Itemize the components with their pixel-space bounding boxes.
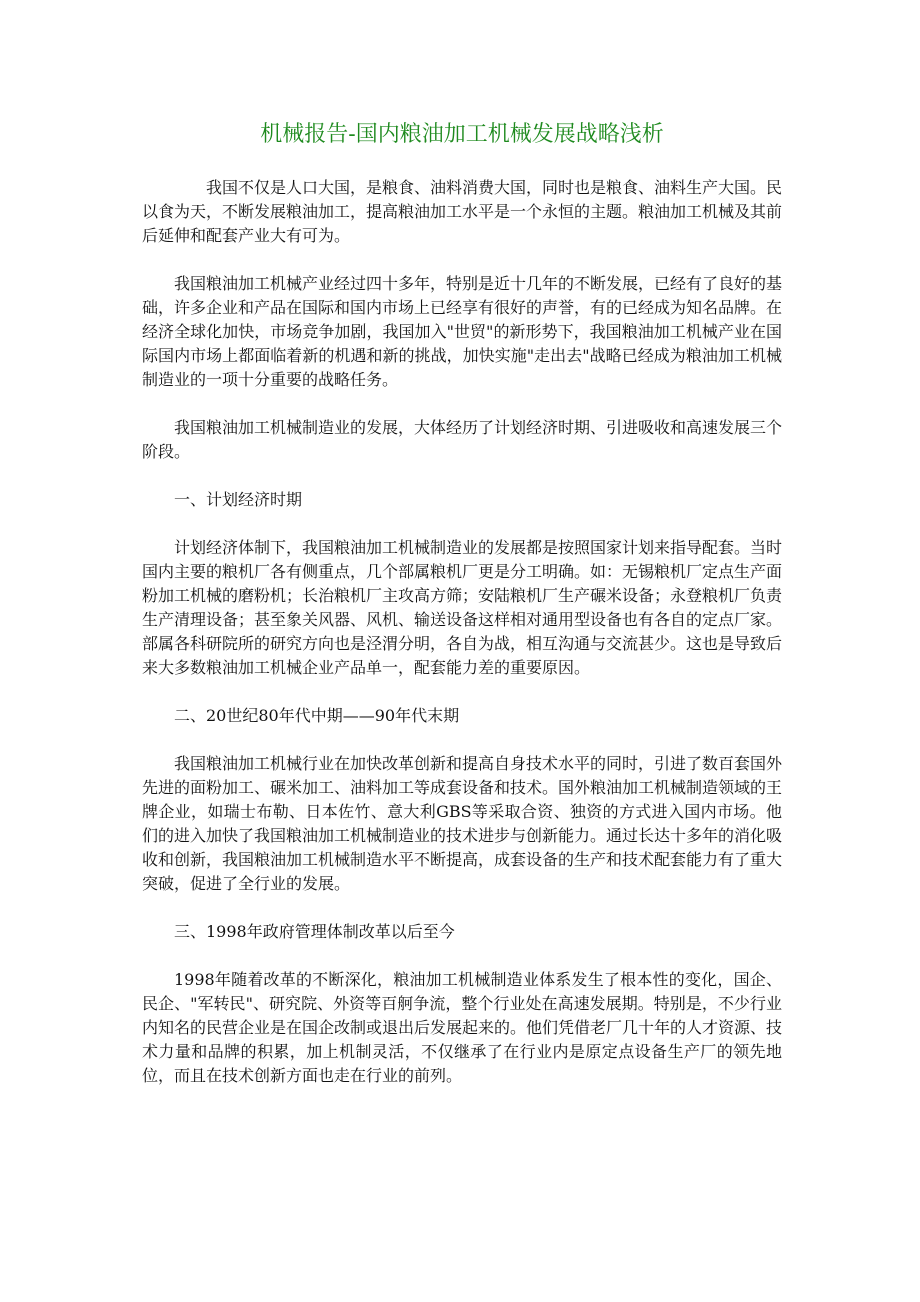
document-page bbox=[142, 118, 782, 1112]
section-heading-1998-reform: 三、1998年政府管理体制改革以后至今 bbox=[174, 922, 455, 941]
paragraph-planned-economy: 计划经济体制下，我国粮油加工机械制造业的发展都是按照国家计划来指导配套。当时国内主要的粮机厂各有侧重点，几个部属粮机厂更是分工明确。如：无锡粮机厂定点生产面粉加工机械的磨粉机；长治粮机厂主攻高方筛；安陆粮机厂生产碾米设备；永登粮机厂负责生产清理设备；甚至象关风器、风机、输送设备这样相对通用型设备也有各自的定点厂家。部属各科研院所的研究方向也是泾渭分明，各自为战，相互沟通与交流甚少。这也是导致后来大多数粮油加工机械企业产品单一，配套能力差的重要原因。 bbox=[142, 538, 783, 677]
section-heading-planned-economy: 一、计划经济时期 bbox=[174, 490, 303, 509]
paragraph-1998-reform: 1998年随着改革的不断深化，粮油加工机械制造业体系发生了根本性的变化，国企、民企、"军转民"、研究院、外资等百舸争流，整个行业处在高速发展期。特别是，不少行业内知名的民营企业是在国企改制或退出后发展起来的。他们凭借老厂几十年的人才资源、技术力量和品牌的积累，加上机制灵活，不仅继承了在行业内是原定点设备生产厂的领先地位，而且在技术创新方面也走在行业的前列。 bbox=[142, 970, 783, 1085]
paragraph-industry-status: 我国粮油加工机械产业经过四十多年，特别是近十几年的不断发展，已经有了良好的基础，许多企业和产品在国际和国内市场上已经享有很好的声誉，有的已经成为知名品牌。在经济全球化加快，市场竞争加剧，我国加入"世贸"的新形势下，我国粮油加工机械产业在国际国内市场上都面临着新的机遇和新的挑战，加快实施"走出去"战略已经成为粮油加工机械制造业的一项十分重要的战略任务。 bbox=[142, 274, 783, 389]
paragraph-intro: 我国不仅是人口大国，是粮食、油料消费大国，同时也是粮食、油料生产大国。民以食为天，不断发展粮油加工，提高粮油加工水平是一个永恒的主题。粮油加工机械及其前后延伸和配套产业大有可为。 bbox=[142, 178, 783, 245]
paragraph-three-stages: 我国粮油加工机械制造业的发展，大体经历了计划经济时期、引进吸收和高速发展三个阶段。 bbox=[142, 418, 783, 461]
section-heading-80s-90s: 二、20世纪80年代中期——90年代末期 bbox=[174, 706, 460, 725]
document-title: 机械报告-国内粮油加工机械发展战略浅析 bbox=[260, 122, 664, 147]
paragraph-80s-90s: 我国粮油加工机械行业在加快改革创新和提高自身技术水平的同时，引进了数百套国外先进的面粉加工、碾米加工、油料加工等成套设备和技术。国外粮油加工机械制造领域的王牌企业，如瑞士布勒、日本佐竹、意大利GBS等采取合资、独资的方式进入国内市场。他们的进入加快了我国粮油加工机械制造业的技术进步与创新能力。通过长达十多年的消化吸收和创新，我国粮油加工机械制造水平不断提高，成套设备的生产和技术配套能力有了重大突破，促进了全行业的发展。 bbox=[142, 754, 783, 893]
